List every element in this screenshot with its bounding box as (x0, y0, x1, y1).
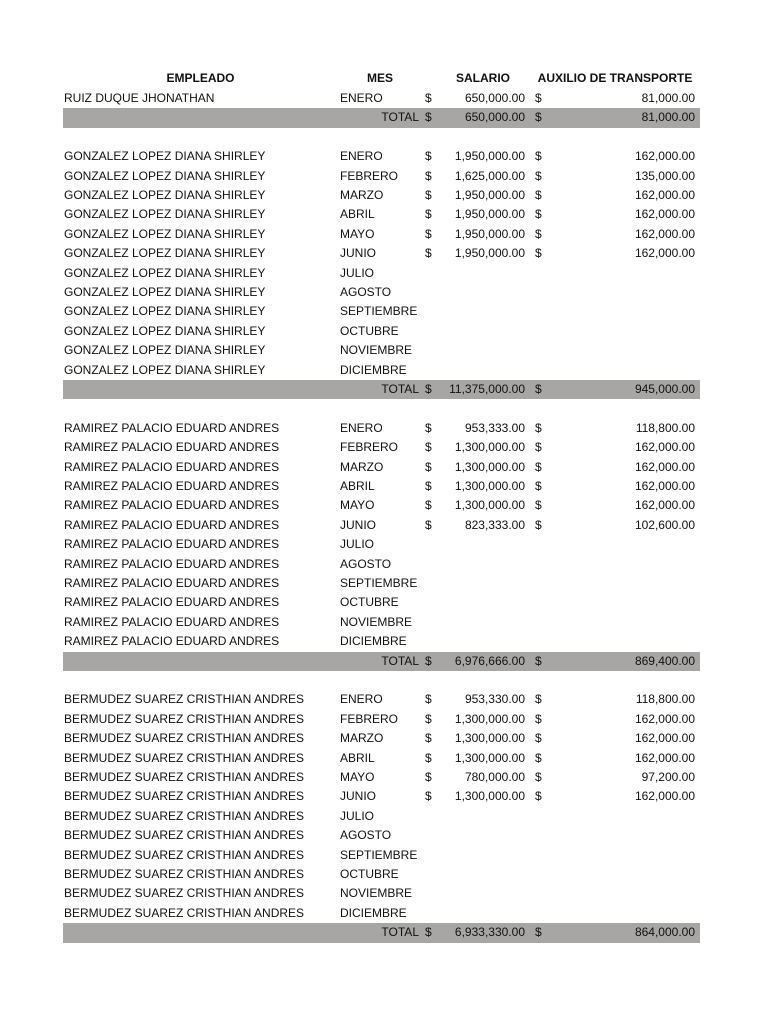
header-salario: SALARIO (456, 71, 510, 85)
employee-name-cell: GONZALEZ LOPEZ DIANA SHIRLEY (64, 285, 266, 299)
table-row (63, 225, 700, 244)
employee-name-cell: BERMUDEZ SUAREZ CRISTHIAN ANDRES (64, 789, 305, 804)
currency-symbol: $ (425, 226, 432, 241)
transport-allowance-cell: 162,000.00 (634, 149, 695, 164)
employee-name-cell: RAMIREZ PALACIO EDUARD ANDRES (64, 537, 280, 552)
employee-name-cell: RAMIREZ PALACIO EDUARD ANDRES (64, 420, 280, 435)
month-cell: MARZO (340, 731, 384, 746)
transport-allowance-cell: 97,200.00 (641, 770, 695, 784)
month-cell: AGOSTO (340, 285, 392, 299)
month-cell: NOVIEMBRE (340, 614, 413, 629)
currency-symbol: $ (425, 498, 432, 513)
currency-symbol: $ (535, 110, 542, 125)
employee-name-cell: RAMIREZ PALACIO EDUARD ANDRES (64, 556, 280, 571)
currency-symbol: $ (535, 226, 542, 241)
currency-symbol: $ (425, 750, 432, 765)
employee-name-cell: GONZALEZ LOPEZ DIANA SHIRLEY (64, 246, 266, 261)
month-cell: OCTUBRE (340, 595, 399, 610)
month-cell: MAYO (340, 770, 375, 784)
month-cell: ENERO (340, 692, 383, 707)
employee-name-cell: BERMUDEZ SUAREZ CRISTHIAN ANDRES (64, 808, 305, 823)
table-row (63, 147, 700, 166)
table-row (63, 729, 700, 748)
header-auxilio: AUXILIO DE TRANSPORTE (537, 71, 693, 85)
employee-name-cell: GONZALEZ LOPEZ DIANA SHIRLEY (64, 149, 266, 164)
table-row (63, 593, 700, 612)
transport-allowance-cell: 162,000.00 (634, 750, 695, 765)
currency-symbol: $ (535, 149, 542, 164)
employee-name-cell: RAMIREZ PALACIO EDUARD ANDRES (64, 440, 280, 455)
table-row (63, 341, 700, 360)
employee-name-cell: GONZALEZ LOPEZ DIANA SHIRLEY (64, 188, 266, 202)
currency-symbol: $ (425, 517, 432, 532)
transport-allowance-cell: 162,000.00 (634, 789, 695, 804)
month-cell: JULIO (340, 537, 375, 552)
currency-symbol: $ (535, 188, 542, 202)
month-cell: JUNIO (340, 246, 376, 261)
transport-allowance-cell: 162,000.00 (634, 207, 695, 222)
employee-name-cell: GONZALEZ LOPEZ DIANA SHIRLEY (64, 207, 266, 222)
transport-allowance-cell: 162,000.00 (634, 459, 695, 474)
salary-cell: 1,950,000.00 (454, 246, 525, 261)
table-row (63, 555, 700, 574)
header-mes: MES (366, 71, 393, 85)
currency-symbol: $ (535, 479, 542, 493)
month-cell: SEPTIEMBRE (340, 304, 418, 319)
employee-name-cell: GONZALEZ LOPEZ DIANA SHIRLEY (64, 304, 266, 319)
employee-name-cell: BERMUDEZ SUAREZ CRISTHIAN ANDRES (64, 731, 305, 746)
table-row (63, 807, 700, 826)
table-row (63, 535, 700, 554)
employee-name-cell: GONZALEZ LOPEZ DIANA SHIRLEY (64, 265, 266, 280)
employee-name-cell: BERMUDEZ SUAREZ CRISTHIAN ANDRES (64, 770, 305, 784)
table-row (63, 904, 700, 923)
salary-cell: 1,300,000.00 (454, 440, 525, 455)
month-cell: OCTUBRE (340, 867, 399, 881)
header-empleado: EMPLEADO (166, 71, 235, 85)
salary-cell: 1,300,000.00 (454, 459, 525, 474)
total-label: TOTAL (381, 382, 419, 396)
total-allowance-cell: 869,400.00 (634, 653, 695, 668)
month-cell: FEBRERO (340, 440, 399, 455)
total-allowance-cell: 945,000.00 (634, 382, 695, 396)
currency-symbol: $ (425, 731, 432, 746)
month-cell: AGOSTO (340, 828, 392, 843)
table-row (63, 283, 700, 302)
month-cell: SEPTIEMBRE (340, 847, 418, 862)
currency-symbol: $ (425, 246, 432, 261)
transport-allowance-cell: 162,000.00 (634, 226, 695, 241)
month-cell: ABRIL (340, 479, 375, 493)
salary-cell: 1,300,000.00 (454, 479, 525, 493)
table-row (63, 458, 700, 477)
salary-cell: 823,333.00 (464, 517, 525, 532)
table-row (63, 787, 700, 806)
month-cell: ABRIL (340, 750, 375, 765)
month-cell: DICIEMBRE (340, 905, 407, 920)
table-row (63, 884, 700, 903)
salary-cell: 953,330.00 (464, 692, 525, 707)
table-row (63, 749, 700, 768)
month-cell: AGOSTO (340, 556, 392, 571)
month-cell: DICIEMBRE (340, 362, 407, 377)
currency-symbol: $ (425, 188, 432, 202)
currency-symbol: $ (535, 517, 542, 532)
currency-symbol: $ (535, 770, 542, 784)
currency-symbol: $ (425, 207, 432, 222)
employee-name-cell: BERMUDEZ SUAREZ CRISTHIAN ANDRES (64, 847, 305, 862)
transport-allowance-cell: 102,600.00 (634, 517, 695, 532)
month-cell: NOVIEMBRE (340, 886, 413, 901)
currency-symbol: $ (425, 91, 432, 105)
employee-name-cell: GONZALEZ LOPEZ DIANA SHIRLEY (64, 226, 266, 241)
salary-cell: 1,950,000.00 (454, 188, 525, 202)
table-row (63, 264, 700, 283)
employee-name-cell: RAMIREZ PALACIO EDUARD ANDRES (64, 517, 280, 532)
salary-cell: 1,300,000.00 (454, 711, 525, 726)
month-cell: ABRIL (340, 207, 375, 222)
table-row (63, 574, 700, 593)
salary-cell: 1,300,000.00 (454, 731, 525, 746)
table-row (63, 632, 700, 651)
employee-name-cell: BERMUDEZ SUAREZ CRISTHIAN ANDRES (64, 867, 305, 881)
salary-cell: 650,000.00 (464, 91, 525, 105)
transport-allowance-cell: 162,000.00 (634, 440, 695, 455)
total-row (63, 923, 700, 942)
total-label: TOTAL (381, 110, 419, 125)
currency-symbol: $ (425, 789, 432, 804)
month-cell: MARZO (340, 188, 384, 202)
transport-allowance-cell: 162,000.00 (634, 479, 695, 493)
employee-name-cell: BERMUDEZ SUAREZ CRISTHIAN ANDRES (64, 750, 305, 765)
currency-symbol: $ (535, 440, 542, 455)
salary-cell: 1,950,000.00 (454, 207, 525, 222)
currency-symbol: $ (535, 789, 542, 804)
month-cell: ENERO (340, 149, 383, 164)
employee-name-cell: RAMIREZ PALACIO EDUARD ANDRES (64, 595, 280, 610)
total-allowance-cell: 81,000.00 (641, 110, 695, 125)
total-salary-cell: 6,933,330.00 (454, 925, 525, 940)
total-label: TOTAL (381, 653, 419, 668)
month-cell: MAYO (340, 226, 375, 241)
table-row (63, 613, 700, 632)
table-row (63, 302, 700, 321)
salary-cell: 953,333.00 (464, 420, 525, 435)
table-row (63, 710, 700, 729)
transport-allowance-cell: 162,000.00 (634, 731, 695, 746)
salary-cell: 1,950,000.00 (454, 226, 525, 241)
table-row (63, 690, 700, 709)
total-salary-cell: 11,375,000.00 (449, 382, 525, 396)
currency-symbol: $ (535, 459, 542, 474)
currency-symbol: $ (535, 498, 542, 513)
total-label: TOTAL (381, 925, 419, 940)
transport-allowance-cell: 118,800.00 (635, 692, 695, 707)
employee-name-cell: BERMUDEZ SUAREZ CRISTHIAN ANDRES (64, 828, 305, 843)
salary-cell: 1,300,000.00 (454, 789, 525, 804)
employee-name-cell: RAMIREZ PALACIO EDUARD ANDRES (64, 576, 280, 590)
currency-symbol: $ (425, 692, 432, 707)
month-cell: MAYO (340, 498, 375, 513)
currency-symbol: $ (425, 653, 432, 668)
month-cell: JUNIO (340, 517, 376, 532)
currency-symbol: $ (425, 149, 432, 164)
table-row (63, 496, 700, 515)
currency-symbol: $ (425, 382, 432, 396)
employee-name-cell: BERMUDEZ SUAREZ CRISTHIAN ANDRES (64, 711, 305, 726)
total-row (63, 652, 700, 671)
currency-symbol: $ (535, 692, 542, 707)
currency-symbol: $ (535, 420, 542, 435)
currency-symbol: $ (425, 420, 432, 435)
month-cell: NOVIEMBRE (340, 343, 413, 358)
currency-symbol: $ (535, 246, 542, 261)
employee-name-cell: GONZALEZ LOPEZ DIANA SHIRLEY (64, 343, 266, 358)
currency-symbol: $ (535, 653, 542, 668)
total-row (63, 380, 700, 399)
table-row (63, 768, 700, 787)
table-row (63, 186, 700, 205)
transport-allowance-cell: 162,000.00 (634, 711, 695, 726)
salary-cell: 1,950,000.00 (454, 149, 525, 164)
transport-allowance-cell: 81,000.00 (641, 91, 695, 105)
month-cell: FEBRERO (340, 168, 399, 183)
employee-name-cell: BERMUDEZ SUAREZ CRISTHIAN ANDRES (64, 886, 305, 901)
employee-name-cell: RAMIREZ PALACIO EDUARD ANDRES (64, 459, 280, 474)
employee-name-cell: RAMIREZ PALACIO EDUARD ANDRES (64, 614, 280, 629)
salary-cell: 1,300,000.00 (454, 498, 525, 513)
employee-name-cell: RAMIREZ PALACIO EDUARD ANDRES (64, 479, 280, 493)
table-row (63, 244, 700, 263)
currency-symbol: $ (425, 770, 432, 784)
table-row (63, 322, 700, 341)
month-cell: SEPTIEMBRE (340, 576, 418, 590)
month-cell: FEBRERO (340, 711, 399, 726)
employee-name-cell: RAMIREZ PALACIO EDUARD ANDRES (64, 634, 280, 649)
currency-symbol: $ (535, 168, 542, 183)
currency-symbol: $ (425, 440, 432, 455)
total-allowance-cell: 864,000.00 (634, 925, 695, 940)
employee-name-cell: BERMUDEZ SUAREZ CRISTHIAN ANDRES (64, 692, 305, 707)
table-row (63, 846, 700, 865)
table-row (63, 477, 700, 496)
currency-symbol: $ (425, 168, 432, 183)
currency-symbol: $ (535, 925, 542, 940)
salary-cell: 1,300,000.00 (454, 750, 525, 765)
currency-symbol: $ (535, 731, 542, 746)
table-row (63, 826, 700, 845)
transport-allowance-cell: 135,000.00 (634, 168, 695, 183)
currency-symbol: $ (425, 925, 432, 940)
currency-symbol: $ (425, 711, 432, 726)
month-cell: ENERO (340, 420, 383, 435)
total-salary-cell: 6,976,666.00 (454, 653, 525, 668)
salary-cell: 1,625,000.00 (454, 168, 525, 183)
table-row (63, 865, 700, 884)
header-row (63, 69, 700, 88)
salary-cell: 780,000.00 (464, 770, 525, 784)
month-cell: OCTUBRE (340, 323, 399, 338)
transport-allowance-cell: 162,000.00 (634, 188, 695, 202)
currency-symbol: $ (425, 479, 432, 493)
month-cell: JUNIO (340, 789, 376, 804)
employee-name-cell: RAMIREZ PALACIO EDUARD ANDRES (64, 498, 280, 513)
month-cell: ENERO (340, 91, 383, 105)
currency-symbol: $ (425, 459, 432, 474)
employee-name-cell: GONZALEZ LOPEZ DIANA SHIRLEY (64, 168, 266, 183)
currency-symbol: $ (535, 207, 542, 222)
month-cell: MARZO (340, 459, 384, 474)
currency-symbol: $ (535, 750, 542, 765)
table-row (63, 361, 700, 380)
employee-name-cell: GONZALEZ LOPEZ DIANA SHIRLEY (64, 362, 266, 377)
currency-symbol: $ (535, 711, 542, 726)
table-row (63, 205, 700, 224)
total-salary-cell: 650,000.00 (464, 110, 525, 125)
table-row (63, 419, 700, 438)
total-row (63, 108, 700, 127)
employee-name-cell: BERMUDEZ SUAREZ CRISTHIAN ANDRES (64, 905, 305, 920)
table-row (63, 516, 700, 535)
month-cell: DICIEMBRE (340, 634, 407, 649)
transport-allowance-cell: 118,800.00 (635, 420, 695, 435)
month-cell: JULIO (340, 265, 375, 280)
month-cell: JULIO (340, 808, 375, 823)
employee-name-cell: GONZALEZ LOPEZ DIANA SHIRLEY (64, 323, 266, 338)
employee-name-cell: RUIZ DUQUE JHONATHAN (64, 91, 215, 105)
currency-symbol: $ (425, 110, 432, 125)
table-row (63, 167, 700, 186)
table-row (63, 438, 700, 457)
currency-symbol: $ (535, 91, 542, 105)
currency-symbol: $ (535, 382, 542, 396)
transport-allowance-cell: 162,000.00 (634, 498, 695, 513)
transport-allowance-cell: 162,000.00 (634, 246, 695, 261)
table-row (63, 89, 700, 108)
